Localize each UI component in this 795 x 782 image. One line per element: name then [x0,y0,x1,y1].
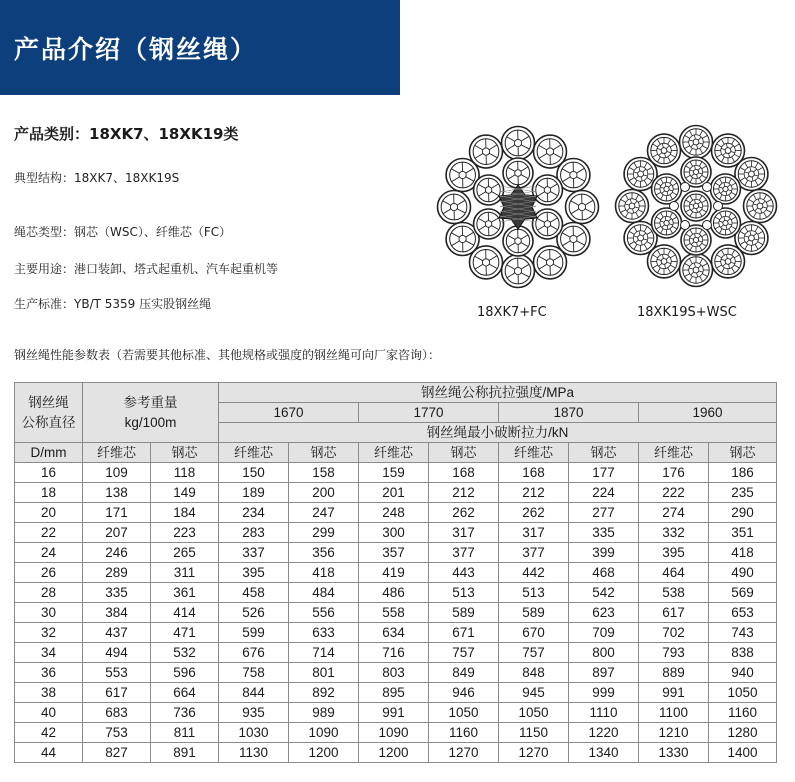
table-cell: 653 [709,603,777,623]
table-cell: 468 [569,563,639,583]
cell-diameter: 32 [15,623,83,643]
table-cell: 150 [219,463,289,483]
table-cell: 1030 [219,723,289,743]
table-cell: 356 [289,543,359,563]
header-core-type: 钢芯 [429,443,499,463]
table-cell: 558 [359,603,429,623]
cell-diameter: 44 [15,743,83,763]
table-cell: 753 [83,723,151,743]
table-cell: 532 [151,643,219,663]
table-cell: 757 [499,643,569,663]
table-cell: 709 [569,623,639,643]
table-cell: 1400 [709,743,777,763]
table-cell: 589 [429,603,499,623]
table-cell: 623 [569,603,639,623]
product-category: 产品类别：18XK7、18XK19类 [14,125,239,143]
table-cell: 1110 [569,703,639,723]
table-cell: 1210 [639,723,709,743]
table-cell: 247 [289,503,359,523]
table-cell: 464 [639,563,709,583]
table-cell: 1160 [709,703,777,723]
table-cell: 1050 [499,703,569,723]
cell-diameter: 20 [15,503,83,523]
table-row [15,603,777,623]
table-cell: 158 [289,463,359,483]
table-cell: 201 [359,483,429,503]
table-cell: 168 [499,463,569,483]
table-cell: 599 [219,623,289,643]
table-cell: 596 [151,663,219,683]
table-cell: 490 [709,563,777,583]
table-cell: 335 [569,523,639,543]
table-cell: 714 [289,643,359,663]
rope-cross-section-18xk7 [433,122,603,292]
table-cell: 946 [429,683,499,703]
table-row [15,703,777,723]
header-diameter [15,383,83,443]
table-cell: 419 [359,563,429,583]
table-cell: 1280 [709,723,777,743]
table-cell: 177 [569,463,639,483]
table-row [15,483,777,503]
table-cell: 945 [499,683,569,703]
table-cell: 222 [639,483,709,503]
grade-1670: 1670 [219,403,359,423]
table-row [15,683,777,703]
table-cell: 418 [289,563,359,583]
cell-diameter: 16 [15,463,83,483]
grade-1770: 1770 [359,403,499,423]
table-cell: 184 [151,503,219,523]
table-row [15,463,777,483]
table-cell: 274 [639,503,709,523]
table-cell: 1200 [289,743,359,763]
table-cell: 437 [83,623,151,643]
table-cell: 991 [359,703,429,723]
table-cell: 1100 [639,703,709,723]
table-row [15,663,777,683]
core-type: 绳芯类型：钢芯（WSC）、纤维芯（FC） [14,225,232,239]
table-cell: 513 [499,583,569,603]
header-weight [83,383,219,443]
table-cell: 793 [639,643,709,663]
table-cell: 265 [151,543,219,563]
table-cell: 556 [289,603,359,623]
performance-table [14,382,777,763]
table-cell: 186 [709,463,777,483]
table-cell: 234 [219,503,289,523]
main-usage: 主要用途：港口装卸、塔式起重机、汽车起重机等 [14,262,279,276]
table-cell: 332 [639,523,709,543]
table-cell: 892 [289,683,359,703]
table-cell: 513 [429,583,499,603]
header-diameter-line1: 钢丝绳 [28,394,69,410]
table-cell: 471 [151,623,219,643]
table-cell: 811 [151,723,219,743]
table-cell: 277 [569,503,639,523]
table-title: 钢丝绳性能参数表（若需要其他标准、其他规格或强度的钢丝绳可向厂家咨询）： [14,348,441,362]
cell-diameter: 42 [15,723,83,743]
table-cell: 395 [219,563,289,583]
table-cell: 838 [709,643,777,663]
table-cell: 176 [639,463,709,483]
table-cell: 702 [639,623,709,643]
header-core-type: 纤维芯 [83,443,151,463]
table-cell: 207 [83,523,151,543]
table-cell: 589 [499,603,569,623]
figure-label-18xk7: 18XK7+FC [477,305,547,320]
table-cell: 757 [429,643,499,663]
table-cell: 311 [151,563,219,583]
table-cell: 299 [289,523,359,543]
table-cell: 999 [569,683,639,703]
table-cell: 289 [83,563,151,583]
cell-diameter: 34 [15,643,83,663]
table-cell: 290 [709,503,777,523]
table-cell: 542 [569,583,639,603]
table-cell: 1270 [429,743,499,763]
table-cell: 484 [289,583,359,603]
table-cell: 357 [359,543,429,563]
table-cell: 443 [429,563,499,583]
header-core-type: 钢芯 [709,443,777,463]
title-banner [0,0,400,95]
table-cell: 494 [83,643,151,663]
table-cell: 671 [429,623,499,643]
header-diameter-line2: 公称直径 [21,414,76,430]
table-cell: 171 [83,503,151,523]
header-core-type: 钢芯 [569,443,639,463]
table-cell: 138 [83,483,151,503]
table-cell: 617 [639,603,709,623]
table-cell: 118 [151,463,219,483]
cell-diameter: 38 [15,683,83,703]
table-cell: 189 [219,483,289,503]
table-cell: 248 [359,503,429,523]
table-cell: 377 [499,543,569,563]
table-cell: 414 [151,603,219,623]
header-unit: D/mm [15,443,83,463]
table-row [15,563,777,583]
table-cell: 262 [429,503,499,523]
table-cell: 743 [709,623,777,643]
table-row [15,623,777,643]
table-cell: 1150 [499,723,569,743]
table-cell: 1090 [289,723,359,743]
figure-label-18xk19s: 18XK19S+WSC [637,305,737,320]
table-cell: 844 [219,683,289,703]
table-cell: 935 [219,703,289,723]
page-title: 产品介绍（钢丝绳） [14,35,258,64]
table-row [15,743,777,763]
table-cell: 940 [709,663,777,683]
table-cell: 617 [83,683,151,703]
header-weight-line1: 参考重量 [123,394,178,410]
table-cell: 889 [639,663,709,683]
cell-diameter: 28 [15,583,83,603]
table-cell: 246 [83,543,151,563]
header-breaking-force: 钢丝绳最小破断拉力/kN [219,423,777,443]
table-cell: 149 [151,483,219,503]
table-cell: 1330 [639,743,709,763]
table-cell: 159 [359,463,429,483]
table-cell: 989 [289,703,359,723]
typical-structure: 典型结构：18XK7、18XK19S [14,171,180,185]
table-cell: 235 [709,483,777,503]
table-row [15,523,777,543]
cell-diameter: 22 [15,523,83,543]
table-cell: 317 [499,523,569,543]
cell-diameter: 18 [15,483,83,503]
table-cell: 384 [83,603,151,623]
table-cell: 1050 [709,683,777,703]
table-cell: 1340 [569,743,639,763]
table-cell: 1130 [219,743,289,763]
table-cell: 458 [219,583,289,603]
table-cell: 634 [359,623,429,643]
table-cell: 212 [429,483,499,503]
table-cell: 758 [219,663,289,683]
table-cell: 335 [83,583,151,603]
table-cell: 486 [359,583,429,603]
table-cell: 801 [289,663,359,683]
table-cell: 569 [709,583,777,603]
table-row [15,723,777,743]
table-cell: 168 [429,463,499,483]
table-cell: 224 [569,483,639,503]
table-cell: 300 [359,523,429,543]
table-cell: 1270 [499,743,569,763]
table-row [15,543,777,563]
table-cell: 676 [219,643,289,663]
table-cell: 736 [151,703,219,723]
table-cell: 716 [359,643,429,663]
table-cell: 262 [499,503,569,523]
header-core-type: 钢芯 [289,443,359,463]
table-cell: 351 [709,523,777,543]
table-cell: 848 [499,663,569,683]
table-cell: 442 [499,563,569,583]
table-cell: 337 [219,543,289,563]
table-row [15,643,777,663]
table-cell: 538 [639,583,709,603]
cell-diameter: 30 [15,603,83,623]
cell-diameter: 36 [15,663,83,683]
table-cell: 1220 [569,723,639,743]
header-core-type: 纤维芯 [639,443,709,463]
table-cell: 109 [83,463,151,483]
table-cell: 526 [219,603,289,623]
table-row [15,503,777,523]
header-weight-line2: kg/100m [124,414,177,430]
table-cell: 895 [359,683,429,703]
header-core-type: 纤维芯 [219,443,289,463]
table-cell: 553 [83,663,151,683]
table-cell: 361 [151,583,219,603]
table-cell: 1200 [359,743,429,763]
table-cell: 1090 [359,723,429,743]
table-row [15,583,777,603]
header-core-type: 纤维芯 [359,443,429,463]
table-cell: 317 [429,523,499,543]
header-core-type: 钢芯 [151,443,219,463]
table-cell: 827 [83,743,151,763]
table-cell: 200 [289,483,359,503]
table-cell: 891 [151,743,219,763]
grade-1870: 1870 [499,403,639,423]
table-cell: 212 [499,483,569,503]
production-standard: 生产标准：YB/T 5359 压实股钢丝绳 [14,297,212,311]
cell-diameter: 24 [15,543,83,563]
table-cell: 849 [429,663,499,683]
table-cell: 1160 [429,723,499,743]
table-cell: 633 [289,623,359,643]
table-cell: 1050 [429,703,499,723]
table-cell: 377 [429,543,499,563]
table-cell: 664 [151,683,219,703]
table-cell: 395 [639,543,709,563]
header-core-type: 纤维芯 [499,443,569,463]
table-cell: 991 [639,683,709,703]
header-tensile-strength: 钢丝绳公称抗拉强度/MPa [219,383,777,403]
table-cell: 283 [219,523,289,543]
rope-cross-section-18xk19s [612,122,780,290]
table-cell: 670 [499,623,569,643]
table-cell: 683 [83,703,151,723]
cell-diameter: 26 [15,563,83,583]
table-cell: 803 [359,663,429,683]
table-cell: 897 [569,663,639,683]
cell-diameter: 40 [15,703,83,723]
grade-1960: 1960 [639,403,777,423]
table-cell: 418 [709,543,777,563]
table-cell: 399 [569,543,639,563]
table-cell: 223 [151,523,219,543]
table-cell: 800 [569,643,639,663]
